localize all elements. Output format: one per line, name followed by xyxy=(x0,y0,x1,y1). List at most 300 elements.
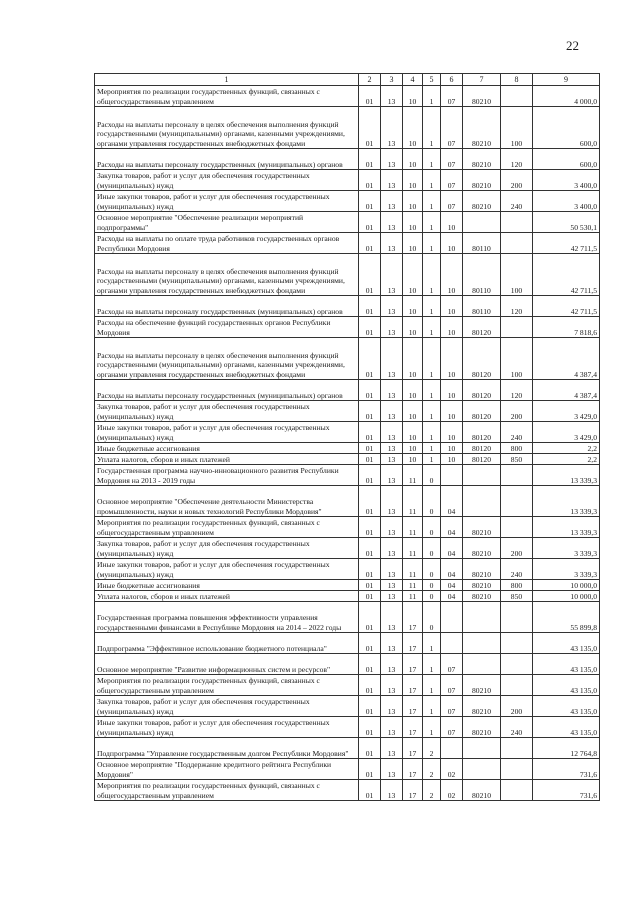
code-cell: 1 xyxy=(423,296,441,317)
expense-name-cell: Иные закупки товаров, работ и услуг для обеспечения государственных (муниципальных) нужд xyxy=(95,717,359,738)
code-cell: 13 xyxy=(381,517,403,538)
code-cell: 01 xyxy=(359,580,381,591)
code-cell: 1 xyxy=(423,254,441,296)
code-cell xyxy=(501,602,533,633)
code-cell: 02 xyxy=(441,780,463,801)
code-cell: 80210 xyxy=(463,580,501,591)
code-cell: 10 xyxy=(403,170,423,191)
code-cell: 1 xyxy=(423,86,441,107)
code-cell: 80210 xyxy=(463,191,501,212)
code-cell: 1 xyxy=(423,696,441,717)
code-cell: 1 xyxy=(423,149,441,170)
code-cell: 240 xyxy=(501,559,533,580)
code-cell: 01 xyxy=(359,380,381,401)
amount-cell: 4 387,4 xyxy=(533,380,600,401)
code-cell: 13 xyxy=(381,422,403,443)
code-cell xyxy=(501,517,533,538)
table-row xyxy=(95,191,600,212)
table-row xyxy=(95,212,600,233)
code-cell xyxy=(501,212,533,233)
expense-name-cell: Основное мероприятие "Обеспечение деятельности Министерства промышленности, науки и новых технологий Республики Мордовия" xyxy=(95,486,359,517)
expense-name-cell: Расходы на выплаты персоналу в целях обеспечения выполнения функций государственными (муниципальными) органами, казенными учреждениями, органами управления государственных внебюджетных фондами xyxy=(95,254,359,296)
code-cell: 10 xyxy=(441,296,463,317)
code-cell xyxy=(441,465,463,486)
code-cell: 10 xyxy=(441,454,463,465)
amount-cell: 43 135,0 xyxy=(533,633,600,654)
amount-cell: 2,2 xyxy=(533,443,600,454)
table-row xyxy=(95,422,600,443)
table-row xyxy=(95,759,600,780)
code-cell: 80210 xyxy=(463,86,501,107)
table-row xyxy=(95,401,600,422)
amount-cell: 4 000,0 xyxy=(533,86,600,107)
code-cell: 100 xyxy=(501,107,533,149)
code-cell: 01 xyxy=(359,591,381,602)
code-cell: 10 xyxy=(403,107,423,149)
code-cell: 80210 xyxy=(463,170,501,191)
code-cell: 01 xyxy=(359,401,381,422)
code-cell: 01 xyxy=(359,602,381,633)
code-cell: 10 xyxy=(403,212,423,233)
code-cell: 07 xyxy=(441,149,463,170)
code-cell: 01 xyxy=(359,254,381,296)
code-cell: 13 xyxy=(381,191,403,212)
code-cell: 1 xyxy=(423,654,441,675)
expense-name-cell: Мероприятия по реализации государственных функций, связанных с общегосударственным управлением xyxy=(95,86,359,107)
table-row xyxy=(95,149,600,170)
code-cell: 10 xyxy=(441,338,463,380)
code-cell: 240 xyxy=(501,717,533,738)
code-cell xyxy=(501,738,533,759)
code-cell: 13 xyxy=(381,559,403,580)
code-cell: 200 xyxy=(501,538,533,559)
code-cell: 13 xyxy=(381,538,403,559)
code-cell: 240 xyxy=(501,422,533,443)
code-cell: 13 xyxy=(381,170,403,191)
code-cell: 11 xyxy=(403,486,423,517)
amount-cell: 3 429,0 xyxy=(533,422,600,443)
expense-name-cell: Иные бюджетные ассигнования xyxy=(95,580,359,591)
code-cell: 07 xyxy=(441,654,463,675)
code-cell: 120 xyxy=(501,380,533,401)
code-cell: 10 xyxy=(403,254,423,296)
code-cell: 13 xyxy=(381,233,403,254)
code-cell: 2 xyxy=(423,759,441,780)
code-cell: 04 xyxy=(441,486,463,517)
table-row xyxy=(95,517,600,538)
code-cell: 2 xyxy=(423,780,441,801)
code-cell: 1 xyxy=(423,191,441,212)
expense-name-cell: Иные закупки товаров, работ и услуг для обеспечения государственных (муниципальных) нужд xyxy=(95,559,359,580)
code-cell xyxy=(501,465,533,486)
code-cell: 1 xyxy=(423,675,441,696)
code-cell: 01 xyxy=(359,517,381,538)
code-cell: 80120 xyxy=(463,443,501,454)
code-cell: 240 xyxy=(501,191,533,212)
code-cell: 100 xyxy=(501,338,533,380)
code-cell: 1 xyxy=(423,233,441,254)
column-header: 6 xyxy=(441,74,463,86)
column-header: 4 xyxy=(403,74,423,86)
expense-name-cell: Расходы на обеспечение функций государственных органов Республики Мордовия xyxy=(95,317,359,338)
code-cell: 200 xyxy=(501,696,533,717)
code-cell: 10 xyxy=(441,254,463,296)
amount-cell: 4 387,4 xyxy=(533,338,600,380)
code-cell: 01 xyxy=(359,759,381,780)
amount-cell: 3 429,0 xyxy=(533,401,600,422)
code-cell: 13 xyxy=(381,443,403,454)
code-cell: 0 xyxy=(423,465,441,486)
code-cell xyxy=(463,738,501,759)
column-header: 2 xyxy=(359,74,381,86)
column-header: 1 xyxy=(95,74,359,86)
code-cell: 1 xyxy=(423,401,441,422)
code-cell xyxy=(463,486,501,517)
code-cell: 0 xyxy=(423,559,441,580)
expense-name-cell: Основное мероприятие "Поддержание кредитного рейтинга Республики Мордовия" xyxy=(95,759,359,780)
code-cell: 100 xyxy=(501,254,533,296)
column-header: 3 xyxy=(381,74,403,86)
amount-cell: 13 339,3 xyxy=(533,517,600,538)
expense-name-cell: Закупка товаров, работ и услуг для обеспечения государственных (муниципальных) нужд xyxy=(95,538,359,559)
code-cell: 01 xyxy=(359,696,381,717)
code-cell: 01 xyxy=(359,738,381,759)
code-cell: 01 xyxy=(359,454,381,465)
code-cell: 2 xyxy=(423,738,441,759)
expense-name-cell: Расходы на выплаты персоналу государственных (муниципальных) органов xyxy=(95,296,359,317)
table-row xyxy=(95,559,600,580)
code-cell: 01 xyxy=(359,296,381,317)
code-cell: 01 xyxy=(359,233,381,254)
code-cell: 11 xyxy=(403,538,423,559)
code-cell: 11 xyxy=(403,559,423,580)
code-cell: 10 xyxy=(441,212,463,233)
table-row xyxy=(95,170,600,191)
code-cell xyxy=(441,738,463,759)
expense-name-cell: Закупка товаров, работ и услуг для обеспечения государственных (муниципальных) нужд xyxy=(95,696,359,717)
code-cell: 80120 xyxy=(463,338,501,380)
code-cell: 13 xyxy=(381,212,403,233)
code-cell: 80210 xyxy=(463,591,501,602)
code-cell: 10 xyxy=(441,422,463,443)
amount-cell: 50 530,1 xyxy=(533,212,600,233)
code-cell: 01 xyxy=(359,717,381,738)
code-cell: 80120 xyxy=(463,401,501,422)
code-cell: 01 xyxy=(359,149,381,170)
code-cell: 11 xyxy=(403,591,423,602)
expense-name-cell: Иные закупки товаров, работ и услуг для обеспечения государственных (муниципальных) нужд xyxy=(95,422,359,443)
code-cell: 04 xyxy=(441,559,463,580)
table-row xyxy=(95,454,600,465)
code-cell: 01 xyxy=(359,86,381,107)
table-row xyxy=(95,654,600,675)
amount-cell: 3 400,0 xyxy=(533,191,600,212)
code-cell: 13 xyxy=(381,338,403,380)
code-cell: 13 xyxy=(381,486,403,517)
code-cell: 13 xyxy=(381,696,403,717)
budget-table xyxy=(94,73,600,801)
code-cell: 10 xyxy=(441,233,463,254)
code-cell: 07 xyxy=(441,191,463,212)
code-cell: 0 xyxy=(423,580,441,591)
amount-cell: 43 135,0 xyxy=(533,675,600,696)
code-cell xyxy=(463,759,501,780)
table-row xyxy=(95,738,600,759)
code-cell: 80210 xyxy=(463,517,501,538)
code-cell: 10 xyxy=(403,233,423,254)
expense-name-cell: Подпрограмма "Управление государственным долгом Республики Мордовия" xyxy=(95,738,359,759)
code-cell: 07 xyxy=(441,675,463,696)
code-cell: 1 xyxy=(423,633,441,654)
code-cell: 1 xyxy=(423,338,441,380)
code-cell xyxy=(441,633,463,654)
table-row xyxy=(95,254,600,296)
amount-cell: 7 818,6 xyxy=(533,317,600,338)
code-cell: 02 xyxy=(441,759,463,780)
code-cell: 17 xyxy=(403,759,423,780)
table-row xyxy=(95,380,600,401)
column-header: 7 xyxy=(463,74,501,86)
code-cell: 17 xyxy=(403,696,423,717)
code-cell: 120 xyxy=(501,149,533,170)
code-cell xyxy=(501,317,533,338)
column-header: 8 xyxy=(501,74,533,86)
code-cell: 07 xyxy=(441,696,463,717)
amount-cell: 731,6 xyxy=(533,759,600,780)
expense-name-cell: Государственная программа научно-инновационного развития Республики Мордовия на 2013 - 2019 годы xyxy=(95,465,359,486)
code-cell: 0 xyxy=(423,486,441,517)
amount-cell: 600,0 xyxy=(533,149,600,170)
code-cell: 10 xyxy=(441,443,463,454)
amount-cell: 3 339,3 xyxy=(533,559,600,580)
code-cell: 13 xyxy=(381,149,403,170)
code-cell: 17 xyxy=(403,633,423,654)
table-row xyxy=(95,86,600,107)
table-row xyxy=(95,465,600,486)
code-cell: 80120 xyxy=(463,454,501,465)
amount-cell: 10 000,0 xyxy=(533,591,600,602)
code-cell: 80120 xyxy=(463,422,501,443)
code-cell xyxy=(501,233,533,254)
table-row xyxy=(95,717,600,738)
expense-name-cell: Государственная программа повышения эффективности управления государственными финансами в Республике Мордовия на 2014 – 2022 годы xyxy=(95,602,359,633)
code-cell: 13 xyxy=(381,380,403,401)
code-cell: 17 xyxy=(403,738,423,759)
code-cell: 01 xyxy=(359,191,381,212)
page-number: 22 xyxy=(566,38,579,53)
amount-cell: 43 135,0 xyxy=(533,654,600,675)
amount-cell: 55 899,8 xyxy=(533,602,600,633)
code-cell xyxy=(463,602,501,633)
code-cell: 1 xyxy=(423,422,441,443)
code-cell: 800 xyxy=(501,443,533,454)
code-cell xyxy=(501,633,533,654)
code-cell: 10 xyxy=(403,380,423,401)
code-cell xyxy=(501,780,533,801)
code-cell: 04 xyxy=(441,591,463,602)
code-cell: 13 xyxy=(381,675,403,696)
code-cell: 01 xyxy=(359,212,381,233)
expense-name-cell: Мероприятия по реализации государственных функций, связанных с общегосударственным управлением xyxy=(95,675,359,696)
code-cell: 80120 xyxy=(463,380,501,401)
code-cell: 0 xyxy=(423,602,441,633)
table-row xyxy=(95,107,600,149)
expense-name-cell: Уплата налогов, сборов и иных платежей xyxy=(95,591,359,602)
amount-cell: 731,6 xyxy=(533,780,600,801)
code-cell: 80210 xyxy=(463,107,501,149)
code-cell: 13 xyxy=(381,654,403,675)
code-cell: 10 xyxy=(403,296,423,317)
code-cell: 10 xyxy=(441,317,463,338)
table-row xyxy=(95,443,600,454)
code-cell: 1 xyxy=(423,170,441,191)
code-cell: 17 xyxy=(403,717,423,738)
code-cell: 10 xyxy=(403,86,423,107)
table-row xyxy=(95,675,600,696)
amount-cell: 3 339,3 xyxy=(533,538,600,559)
code-cell: 10 xyxy=(403,338,423,380)
code-cell: 1 xyxy=(423,717,441,738)
table-row xyxy=(95,538,600,559)
code-cell: 01 xyxy=(359,317,381,338)
table-row xyxy=(95,580,600,591)
code-cell: 10 xyxy=(403,454,423,465)
expense-name-cell: Закупка товаров, работ и услуг для обеспечения государственных (муниципальных) нужд xyxy=(95,401,359,422)
expense-name-cell: Расходы на выплаты персоналу в целях обеспечения выполнения функций государственными (муниципальными) органами, казенными учреждениями, органами управления государственных внебюджетных фондами xyxy=(95,107,359,149)
code-cell: 07 xyxy=(441,86,463,107)
code-cell: 13 xyxy=(381,454,403,465)
code-cell: 01 xyxy=(359,780,381,801)
code-cell: 1 xyxy=(423,454,441,465)
code-cell: 01 xyxy=(359,538,381,559)
code-cell: 01 xyxy=(359,170,381,191)
code-cell: 80210 xyxy=(463,675,501,696)
code-cell xyxy=(463,654,501,675)
amount-cell: 2,2 xyxy=(533,454,600,465)
code-cell: 13 xyxy=(381,580,403,591)
code-cell xyxy=(441,602,463,633)
code-cell: 04 xyxy=(441,580,463,591)
code-cell: 80210 xyxy=(463,717,501,738)
code-cell: 01 xyxy=(359,654,381,675)
code-cell: 04 xyxy=(441,517,463,538)
code-cell: 13 xyxy=(381,759,403,780)
code-cell: 10 xyxy=(403,443,423,454)
table-row xyxy=(95,317,600,338)
code-cell: 120 xyxy=(501,296,533,317)
code-cell: 80110 xyxy=(463,233,501,254)
code-cell: 13 xyxy=(381,296,403,317)
code-cell: 13 xyxy=(381,633,403,654)
code-cell xyxy=(501,86,533,107)
code-cell: 01 xyxy=(359,675,381,696)
expense-name-cell: Расходы на выплаты персоналу государственных (муниципальных) органов xyxy=(95,149,359,170)
amount-cell: 42 711,5 xyxy=(533,233,600,254)
code-cell: 850 xyxy=(501,454,533,465)
table-row xyxy=(95,591,600,602)
code-cell: 13 xyxy=(381,738,403,759)
code-cell: 80120 xyxy=(463,317,501,338)
code-cell: 1 xyxy=(423,212,441,233)
code-cell: 13 xyxy=(381,317,403,338)
code-cell: 13 xyxy=(381,780,403,801)
code-cell: 01 xyxy=(359,486,381,517)
code-cell xyxy=(463,212,501,233)
expense-name-cell: Расходы на выплаты по оплате труда работников государственных органов Республики Мордовия xyxy=(95,233,359,254)
table-row xyxy=(95,602,600,633)
code-cell: 13 xyxy=(381,254,403,296)
amount-cell: 600,0 xyxy=(533,107,600,149)
code-cell: 10 xyxy=(441,401,463,422)
expense-name-cell: Мероприятия по реализации государственных функций, связанных с общегосударственным управлением xyxy=(95,780,359,801)
code-cell: 07 xyxy=(441,107,463,149)
expense-name-cell: Расходы на выплаты персоналу в целях обеспечения выполнения функций государственными (муниципальными) органами, казенными учреждениями, органами управления государственных внебюджетных фондами xyxy=(95,338,359,380)
code-cell: 11 xyxy=(403,580,423,591)
code-cell xyxy=(501,654,533,675)
code-cell: 80210 xyxy=(463,696,501,717)
code-cell: 17 xyxy=(403,602,423,633)
column-header: 5 xyxy=(423,74,441,86)
code-cell: 17 xyxy=(403,780,423,801)
column-header: 9 xyxy=(533,74,600,86)
expense-name-cell: Мероприятия по реализации государственных функций, связанных с общегосударственным управлением xyxy=(95,517,359,538)
code-cell: 80110 xyxy=(463,296,501,317)
code-cell: 1 xyxy=(423,380,441,401)
code-cell: 200 xyxy=(501,401,533,422)
code-cell: 200 xyxy=(501,170,533,191)
code-cell: 17 xyxy=(403,675,423,696)
code-cell: 80210 xyxy=(463,149,501,170)
code-cell: 01 xyxy=(359,633,381,654)
expense-name-cell: Иные закупки товаров, работ и услуг для обеспечения государственных (муниципальных) нужд xyxy=(95,191,359,212)
code-cell: 13 xyxy=(381,602,403,633)
code-cell: 13 xyxy=(381,401,403,422)
code-cell: 850 xyxy=(501,591,533,602)
code-cell xyxy=(501,675,533,696)
code-cell: 0 xyxy=(423,538,441,559)
code-cell xyxy=(501,486,533,517)
code-cell: 01 xyxy=(359,465,381,486)
amount-cell: 42 711,5 xyxy=(533,254,600,296)
code-cell: 10 xyxy=(403,422,423,443)
code-cell: 17 xyxy=(403,654,423,675)
code-cell: 07 xyxy=(441,170,463,191)
code-cell: 11 xyxy=(403,517,423,538)
code-cell: 10 xyxy=(403,191,423,212)
code-cell: 01 xyxy=(359,338,381,380)
expense-name-cell: Подпрограмма "Эффективное использование бюджетного потенциала" xyxy=(95,633,359,654)
code-cell xyxy=(501,759,533,780)
code-cell: 13 xyxy=(381,107,403,149)
amount-cell: 43 135,0 xyxy=(533,717,600,738)
amount-cell: 10 000,0 xyxy=(533,580,600,591)
code-cell: 13 xyxy=(381,465,403,486)
code-cell: 800 xyxy=(501,580,533,591)
code-cell: 07 xyxy=(441,717,463,738)
code-cell: 0 xyxy=(423,591,441,602)
code-cell: 10 xyxy=(403,149,423,170)
code-cell: 80110 xyxy=(463,254,501,296)
code-cell: 80210 xyxy=(463,780,501,801)
table-row xyxy=(95,780,600,801)
table-row xyxy=(95,486,600,517)
table-row xyxy=(95,233,600,254)
code-cell: 11 xyxy=(403,465,423,486)
code-cell: 13 xyxy=(381,717,403,738)
expense-name-cell: Закупка товаров, работ и услуг для обеспечения государственных (муниципальных) нужд xyxy=(95,170,359,191)
amount-cell: 12 764,8 xyxy=(533,738,600,759)
amount-cell: 13 339,3 xyxy=(533,465,600,486)
